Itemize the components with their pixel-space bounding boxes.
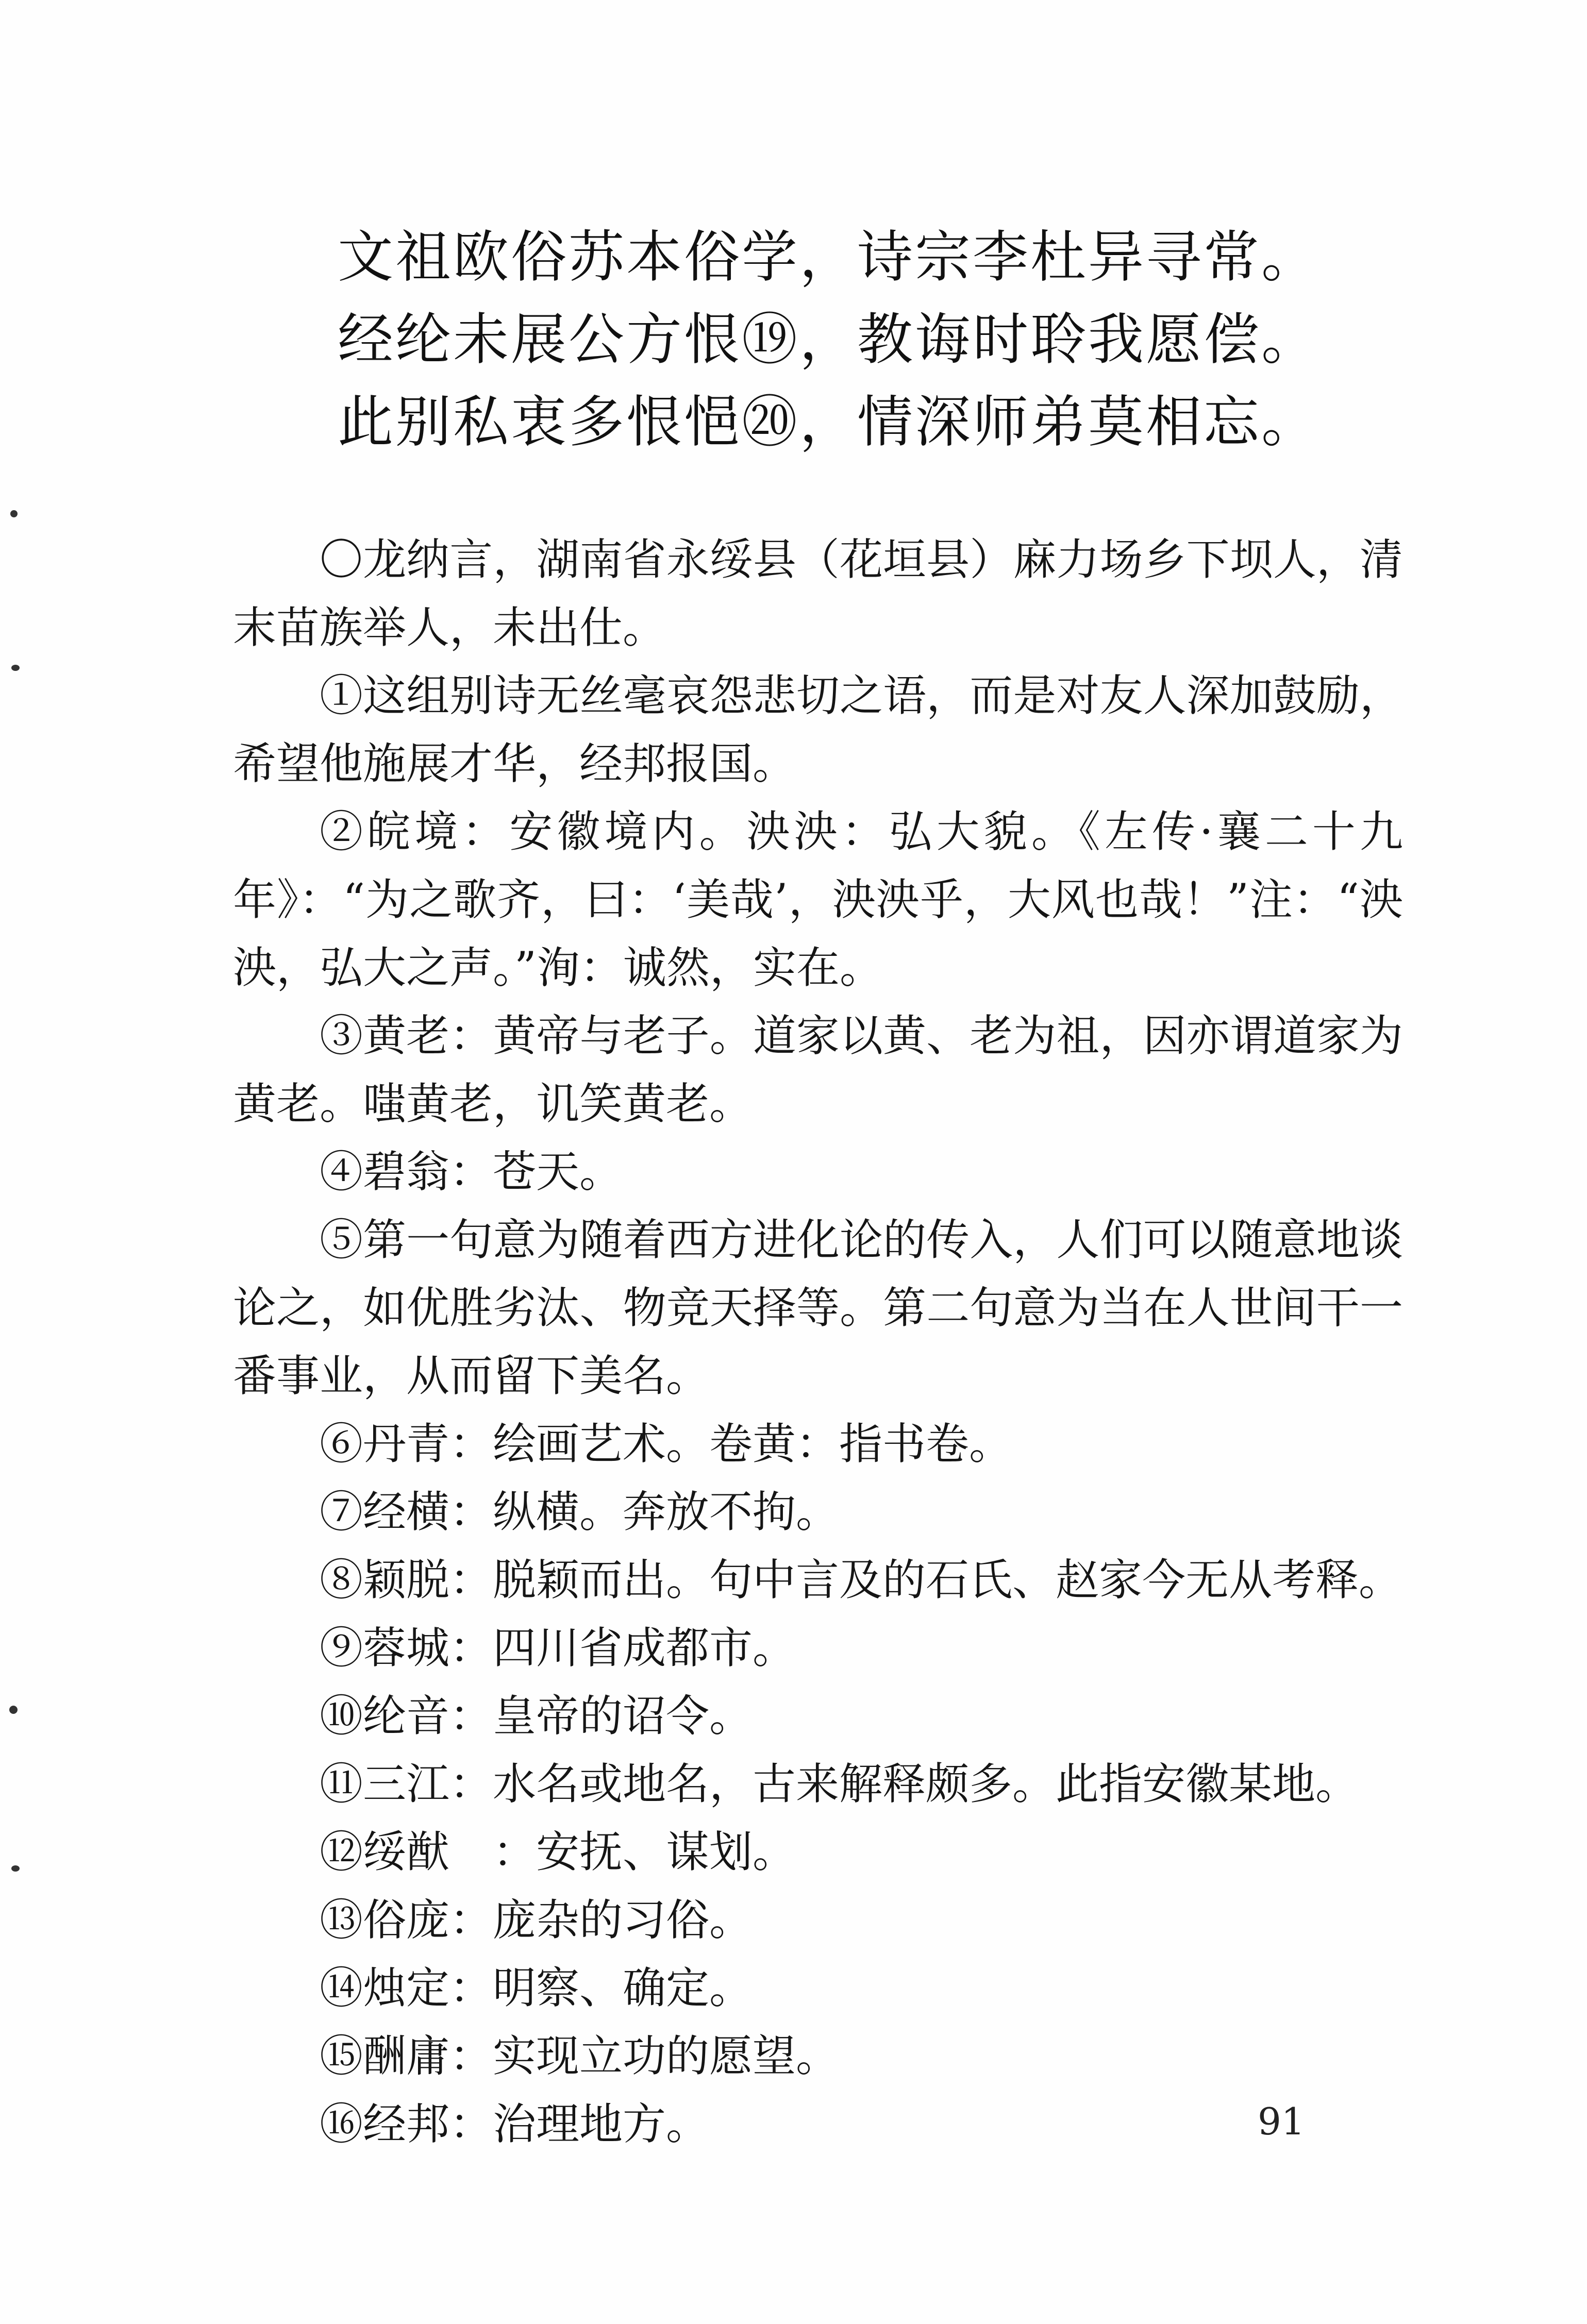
annotation-note: ④碧翁：苍天。 xyxy=(320,1147,623,1197)
annotation-note: ②皖境：安徽境内。泱泱：弘大貌。《左传·襄二十九年》：“为之歌齐，曰：‘美哉’，泱泱乎，大风也哉！”注：“泱泱，弘大之声。”洵：诚然，实在。 xyxy=(233,806,1403,993)
annotation-note: ⑥丹青：绘画艺术。卷黄：指书卷。 xyxy=(320,1419,1013,1469)
annotation-note: ⑫绥猷 ：安抚、谋划。 xyxy=(320,1827,796,1877)
scan-speck xyxy=(10,510,18,517)
annotation-note: ③黄老：黄帝与老子。道家以黄、老为祖，因亦谓道家为黄老。嗤黄老，讥笑黄老。 xyxy=(233,1011,1403,1129)
author-note: 〇龙纳言，湖南省永绥县（花垣县）麻力场乡下坝人，清末苗族举人，未出仕。 xyxy=(233,534,1403,653)
annotation-note: ①这组别诗无丝毫哀怨悲切之语，而是对友人深加鼓励，希望他施展才华，经邦报国。 xyxy=(233,670,1403,789)
poem-line: 文祖欧俗苏本俗学，诗宗李杜异寻常。 xyxy=(338,225,1319,290)
annotation-note: ⑯经邦：治理地方。 xyxy=(320,2099,710,2149)
scan-speck xyxy=(9,1706,18,1714)
annotation-note: ⑤第一句意为随着西方进化论的传入，人们可以随意地谈论之，如优胜劣汰、物竞天择等。第二句意为当在人世间干一番事业，从而留下美名。 xyxy=(233,1215,1403,1401)
annotation-list xyxy=(233,526,1403,2158)
poem-stanza xyxy=(338,216,1317,464)
annotation-note: ⑬俗庞：庞杂的习俗。 xyxy=(320,1895,753,1945)
scan-speck xyxy=(11,665,20,671)
annotation-note: ⑧颖脱：脱颖而出。句中言及的石氏、赵家今无从考释。 xyxy=(320,1555,1402,1605)
annotation-note: ⑩纶音：皇帝的诏令。 xyxy=(320,1691,753,1741)
page-number: 91 xyxy=(1258,2100,1305,2143)
scan-speck xyxy=(11,1865,20,1872)
annotation-note: ⑪三江：水名或地名，古来解释颇多。此指安徽某地。 xyxy=(320,1759,1359,1809)
annotation-note: ⑮酬庸：实现立功的愿望。 xyxy=(320,2031,840,2081)
annotation-note: ⑨蓉城：四川省成都市。 xyxy=(320,1623,796,1673)
poem-line: 此别私衷多恨悒⑳，情深师弟莫相忘。 xyxy=(338,390,1319,454)
poem-line: 经纶未展公方恨⑲，教诲时聆我愿偿。 xyxy=(338,308,1319,372)
annotation-note: ⑭烛定：明察、确定。 xyxy=(320,1963,753,2013)
annotation-note: ⑦经横：纵横。奔放不拘。 xyxy=(320,1487,840,1537)
